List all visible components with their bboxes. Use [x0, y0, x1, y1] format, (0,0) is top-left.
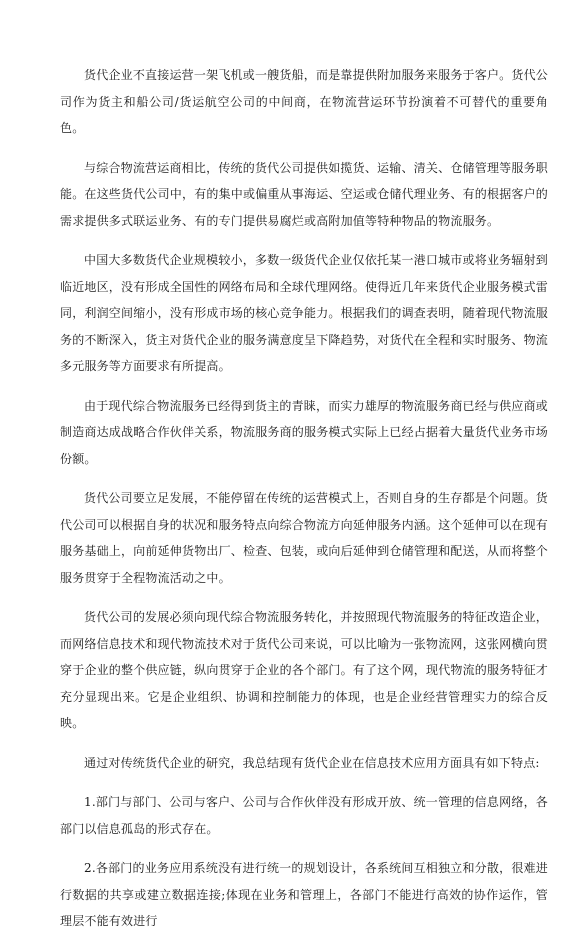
- paragraph-7: 通过对传统货代企业的研究，我总结现有货代企业在信息技术应用方面具有如下特点:: [84, 755, 540, 770]
- paragraph-5: 货代公司要立足发展，不能停留在传统的运营模式上，否则自身的生存都是个问题。货代公司可以根据自身的状况和服务特点向综合物流方向延伸服务内涵。这个延伸可以在现有服务基础上，向前延伸货物出厂、检查、包装，或向后延伸到仓储管理和配送，从而将整个服务贯穿于全程物流活动之中。: [60, 491, 549, 585]
- paragraph-2: 与综合物流营运商相比，传统的货代公司提供如揽货、运输、清关、仓储管理等服务职能。在这些货代公司中，有的集中或偏重从事海运、空运或仓储代理业务、有的根据客户的需求提供多式联运业务、有的专门提供易腐烂或高附加值等特种物品的物流服务。: [60, 160, 549, 228]
- paragraph-4: 由于现代综合物流服务已经得到货主的青睐，而实力雄厚的物流服务商已经与供应商或制造商达成战略合作伙伴关系，物流服务商的服务模式实际上已经占据着大量货代业务市场份额。: [60, 398, 549, 466]
- paragraph-3: 中国大多数货代企业规模较小，多数一级货代企业仅依托某一港口城市或将业务辐射到临近地区，没有形成全国性的网络布局和全球代理网络。使得近几年来货代企业服务模式雷同，利润空间缩小，没有形成市场的核心竞争能力。根据我们的调查表明，随着现代物流服务的不断深入，货主对货代企业的服务满意度呈下降趋势，对货代在全程和实时服务、物流多元服务等方面要求有所提高。: [60, 253, 549, 373]
- list-item-1: 1.部门与部门、公司与客户、公司与合作伙伴没有形成开放、统一管理的信息网络，各部门以信息孤岛的形式存在。: [60, 795, 548, 836]
- list-item-2: 2.各部门的业务应用系统没有进行统一的规划设计，各系统间互相独立和分散，很难进行数据的共享或建立数据连接;体现在业务和管理上，各部门不能进行高效的协作运作，管理层不能有效进行: [60, 861, 548, 928]
- paragraph-1: 货代企业不直接运营一架飞机或一艘货船，而是靠提供附加服务来服务于客户。货代公司作为货主和船公司/货运航空公司的中间商，在物流营运环节扮演着不可替代的重要角色。: [60, 68, 548, 135]
- paragraph-6: 货代公司的发展必须向现代综合物流服务转化，并按照现代物流服务的特征改造企业，而网络信息技术和现代物流技术对于货代公司来说，可以比喻为一张物流网，这张网横向贯穿于企业的整个供应链，纵向贯穿于企业的各个部门。有了这个网，现代物流的服务特征才充分显现出来。它是企业组织、协调和控制能力的体现，也是企业经营管理实力的综合反映。: [60, 610, 549, 730]
- document-body: [60, 62, 548, 948]
